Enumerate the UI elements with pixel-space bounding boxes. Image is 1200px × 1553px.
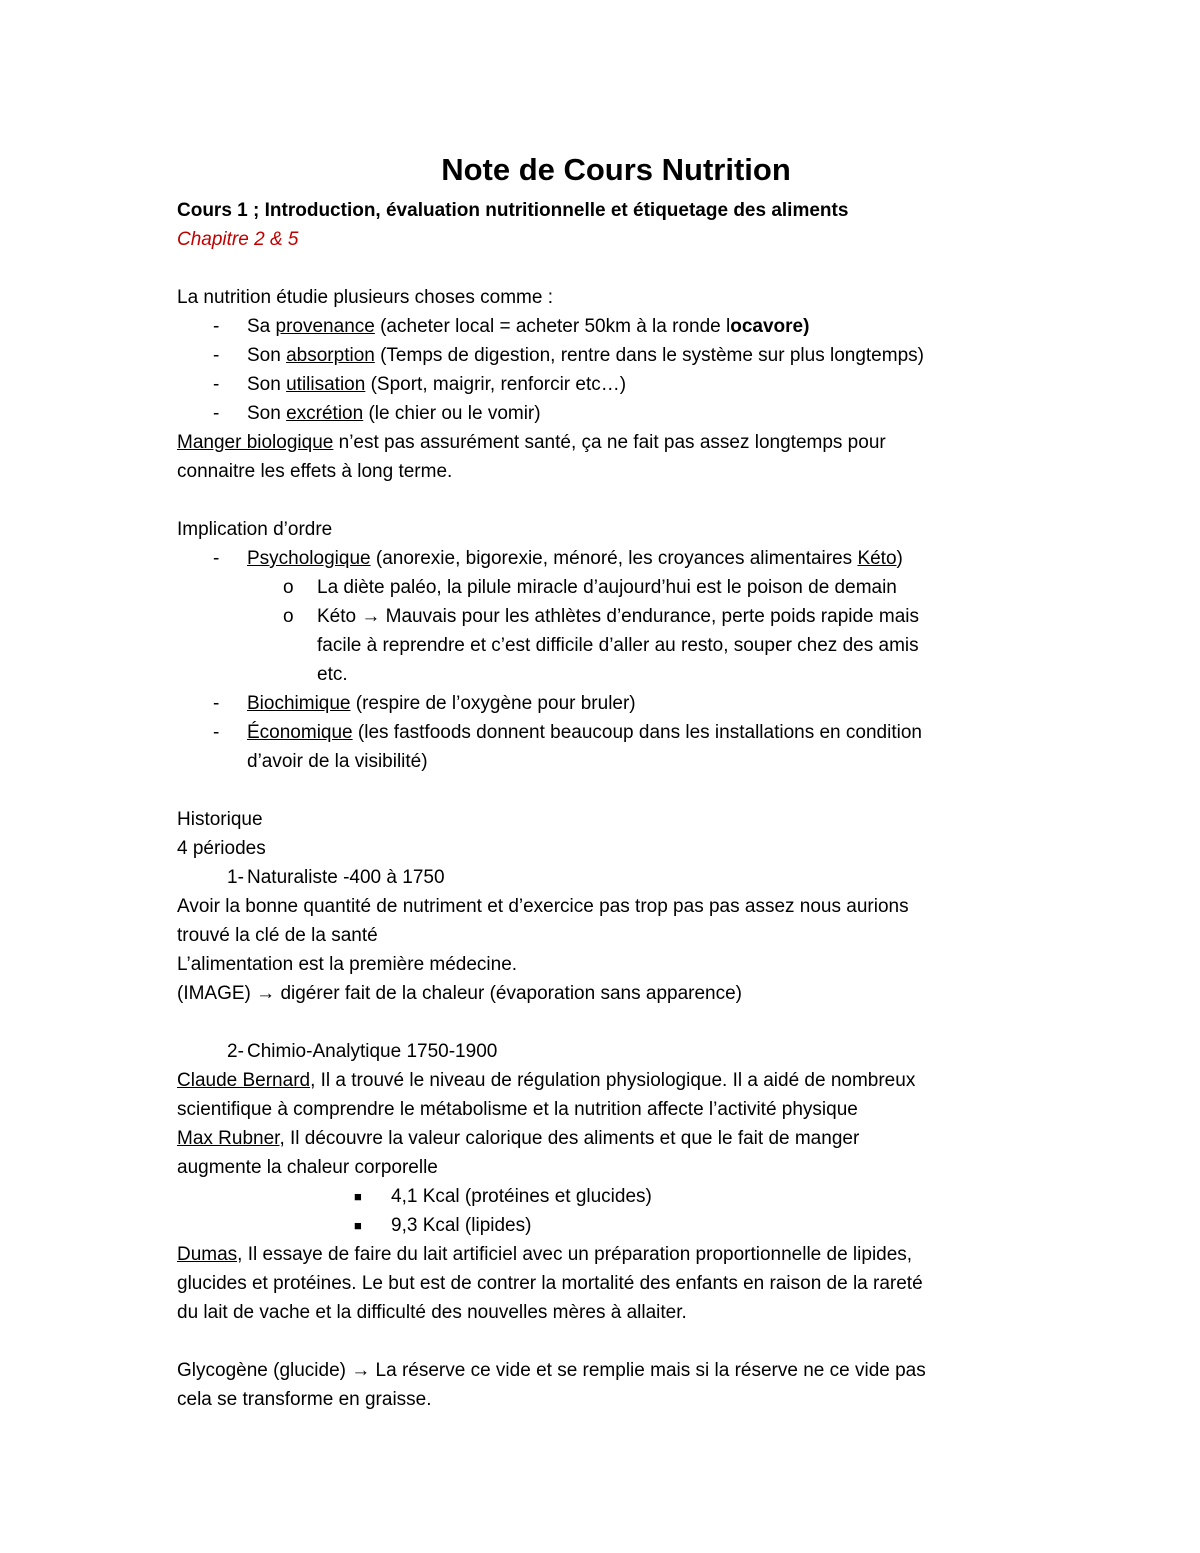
dumas-paragraph: Dumas, Il essaye de faire du lait artificiel avec un préparation proportionnelle de lipides, <box>177 1244 913 1265</box>
document-body <box>177 150 1037 1414</box>
arrow-icon: → <box>256 983 276 1004</box>
period-1-text: L’alimentation est la première médecine. <box>177 954 518 975</box>
glycogene-paragraph: Glycogène (glucide) → La réserve ce vide et se remplie mais si la réserve ne ce vide pas <box>177 1360 926 1381</box>
intro-text: La nutrition étudie plusieurs choses comme : <box>177 287 553 308</box>
kcal-item: ■ 9,3 Kcal (lipides) <box>177 1211 1037 1240</box>
dash-bullet: - <box>213 548 220 569</box>
dash-bullet: - <box>213 316 220 337</box>
term-excretion: excrétion <box>286 403 364 424</box>
term-dumas: Dumas, <box>177 1244 243 1265</box>
dash-bullet: - <box>213 403 220 424</box>
period-1-text: (IMAGE) → digérer fait de la chaleur (évaporation sans apparence) <box>177 983 743 1004</box>
period-2-heading: 2- Chimio-Analytique 1750-1900 <box>227 1041 498 1062</box>
kcal-item: ■ 4,1 Kcal (protéines et glucides) <box>177 1182 1037 1211</box>
list-item: - Sa provenance (acheter local = acheter 50km à la ronde locavore) <box>177 312 1037 341</box>
dash-bullet: - <box>213 722 220 743</box>
term-claude-bernard: Claude Bernard <box>177 1070 311 1091</box>
term-psychologique: Psychologique <box>247 548 371 569</box>
rubner-paragraph: Max Rubner, Il découvre la valeur calorique des aliments et que le fait de manger <box>177 1128 860 1149</box>
arrow-icon: → <box>361 606 381 627</box>
circle-bullet: o <box>283 577 294 598</box>
history-heading: Historique <box>177 809 263 830</box>
dumas-paragraph-line2: glucides et protéines. Le but est de contrer la mortalité des enfants en raison de la rareté <box>177 1273 923 1294</box>
rubner-paragraph-line2: augmente la chaleur corporelle <box>177 1157 438 1178</box>
sub-list-item-continued: etc. <box>317 664 348 685</box>
bernard-paragraph: Claude Bernard, Il a trouvé le niveau de régulation physiologique. Il a aidé de nombreux <box>177 1070 916 1091</box>
sub-list-item: o La diète paléo, la pilule miracle d’aujourd’hui est le poison de demain <box>177 573 1037 602</box>
period-1-heading: 1- Naturaliste -400 à 1750 <box>227 867 445 888</box>
sub-list-item: o Kéto → Mauvais pour les athlètes d’endurance, perte poids rapide mais <box>177 602 1037 631</box>
list-item: - Son absorption (Temps de digestion, rentre dans le système sur plus longtemps) <box>177 341 1037 370</box>
term-provenance: provenance <box>275 316 375 337</box>
bernard-paragraph-line2: scientifique à comprendre le métabolisme et la nutrition affecte l’activité physique <box>177 1099 858 1120</box>
square-bullet: ■ <box>354 1218 362 1233</box>
list-item: - Biochimique (respire de l’oxygène pour bruler) <box>177 689 1037 718</box>
page-title: Note de Cours Nutrition <box>441 152 791 187</box>
term-absorption: absorption <box>286 345 375 366</box>
term-manger-biologique: Manger biologique <box>177 432 334 453</box>
term-economique: Économique <box>247 722 353 743</box>
glycogene-paragraph-line2: cela se transforme en graisse. <box>177 1389 432 1410</box>
square-bullet: ■ <box>354 1189 362 1204</box>
chapter-reference: Chapitre 2 & 5 <box>177 229 299 250</box>
term-biochimique: Biochimique <box>247 693 351 714</box>
list-item-continued: d’avoir de la visibilité) <box>247 751 428 772</box>
periods-count: 4 périodes <box>177 838 266 859</box>
term-keto: Kéto <box>857 548 897 569</box>
list-item: - Économique (les fastfoods donnent beaucoup dans les installations en condition <box>177 718 1037 747</box>
list-item: - Son utilisation (Sport, maigrir, renforcir etc…) <box>177 370 1037 399</box>
arrow-icon: → <box>351 1360 371 1381</box>
dash-bullet: - <box>213 374 220 395</box>
term-utilisation: utilisation <box>286 374 366 395</box>
dumas-paragraph-line3: du lait de vache et la difficulté des nouvelles mères à allaiter. <box>177 1302 687 1323</box>
dash-bullet: - <box>213 693 220 714</box>
dash-bullet: - <box>213 345 220 366</box>
course-subtitle: Cours 1 ; Introduction, évaluation nutritionnelle et étiquetage des aliments <box>177 200 849 221</box>
bio-paragraph-line2: connaitre les effets à long terme. <box>177 461 453 482</box>
circle-bullet: o <box>283 606 294 627</box>
implication-heading: Implication d’ordre <box>177 519 333 540</box>
sub-list-item-continued: facile à reprendre et c’est difficile d’aller au resto, souper chez des amis <box>317 635 919 656</box>
term-max-rubner: Max Rubner <box>177 1128 280 1149</box>
list-item: - Son excrétion (le chier ou le vomir) <box>177 399 1037 428</box>
period-1-text: Avoir la bonne quantité de nutriment et d’exercice pas trop pas pas assez nous aurions <box>177 896 909 917</box>
list-item: - Psychologique (anorexie, bigorexie, ménoré, les croyances alimentaires Kéto) <box>177 544 1037 573</box>
bio-paragraph: Manger biologique n’est pas assurément santé, ça ne fait pas assez longtemps pour <box>177 432 886 453</box>
period-1-text: trouvé la clé de la santé <box>177 925 378 946</box>
